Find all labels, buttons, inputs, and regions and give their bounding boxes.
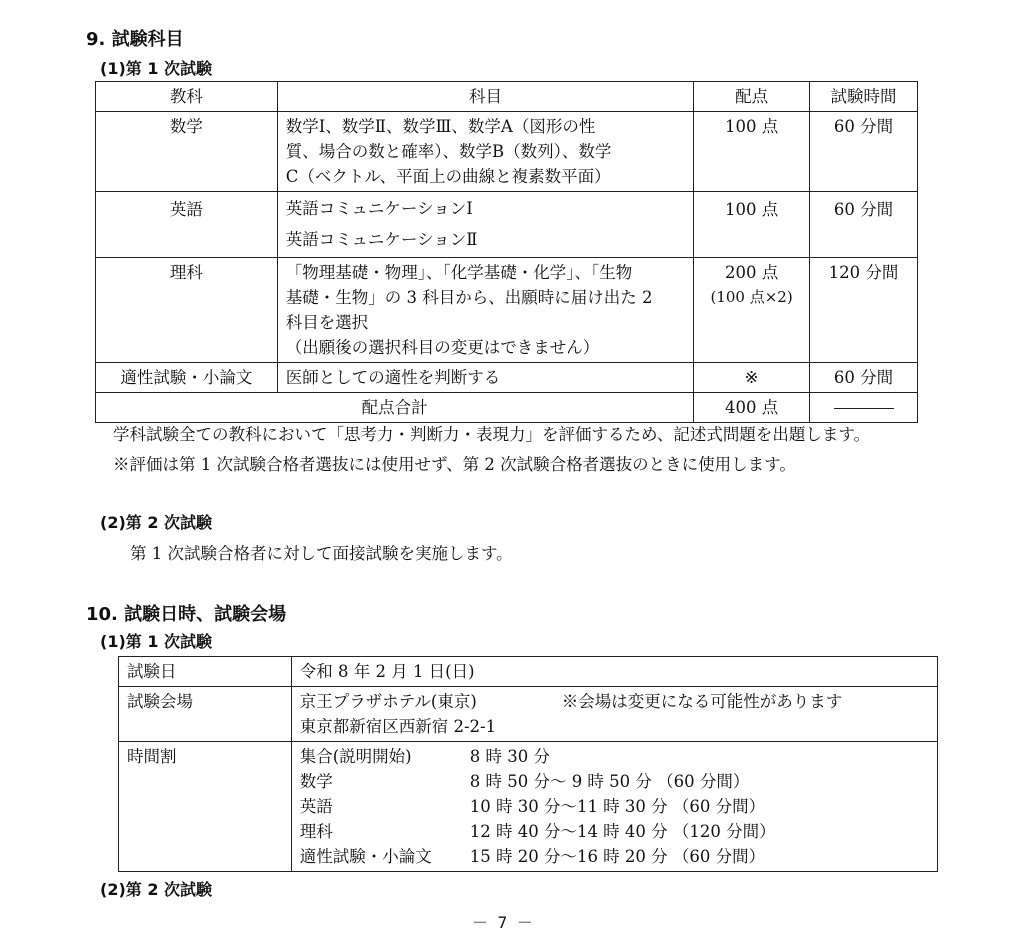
course-line: 「物理基礎・物理」、「化学基礎・化学」、「生物 — [285, 263, 633, 282]
course-line: 医師としての適性を判断する — [285, 368, 501, 387]
table-row — [119, 657, 938, 687]
courses-english — [277, 192, 693, 258]
section9-note2: ※評価は第 1 次試験合格者選抜には使用せず、第 2 次試験合格者選抜のときに使用します。 — [113, 455, 796, 474]
course-line: 基礎・生物」の 3 科目から、出願時に届け出た 2 — [285, 288, 653, 307]
subject-math: 数学 — [96, 112, 278, 192]
header-subject: 教科 — [96, 82, 278, 112]
section10-sub1: (1)第 1 次試験 — [100, 632, 213, 651]
section9-sub2: (2)第 2 次試験 — [100, 513, 213, 532]
subject-science: 理科 — [96, 258, 278, 363]
points-math: 100 点 — [694, 112, 810, 192]
timetable-row — [300, 844, 929, 869]
table-row — [96, 363, 918, 393]
timetable-row — [300, 769, 929, 794]
time-math: 60 分間 — [810, 112, 918, 192]
courses-aptitude — [277, 363, 693, 393]
courses-science — [277, 258, 693, 363]
total-row — [96, 393, 918, 423]
timetable-row — [300, 794, 929, 819]
points-science — [694, 258, 810, 363]
course-line: （出願後の選択科目の変更はできません） — [285, 338, 600, 357]
subject-english: 英語 — [96, 192, 278, 258]
timetable — [291, 742, 937, 872]
venue-value — [291, 687, 937, 742]
courses-math — [277, 112, 693, 192]
venue-label: 試験会場 — [119, 687, 292, 742]
subjects-header-row — [96, 82, 918, 112]
table-row — [119, 687, 938, 742]
course-line: 数学Ⅰ、数学Ⅱ、数学Ⅲ、数学A（図形の性 — [285, 117, 596, 136]
date-label: 試験日 — [119, 657, 292, 687]
course-line: 英語コミュニケーションⅡ — [285, 230, 478, 249]
timetable-row-label: 集合(説明開始) — [299, 747, 412, 766]
course-line: 科目を選択 — [285, 313, 369, 332]
section9-note1: 学科試験全ての教科において「思考力・判断力・表現力」を評価するため、記述式問題を出題します。 — [113, 425, 871, 444]
points-science-note: (100 点×2) — [710, 288, 793, 306]
points-science-value: 200 点 — [724, 263, 779, 282]
schedule-table — [118, 656, 938, 872]
time-science: 120 分間 — [810, 258, 918, 363]
venue-line — [300, 689, 929, 714]
section10-sub2: (2)第 2 次試験 — [100, 880, 213, 899]
timetable-row — [300, 744, 929, 769]
timetable-row-time: 12 時 40 分〜14 時 40 分 （120 分間） — [469, 822, 776, 841]
points-aptitude: ※ — [694, 363, 810, 393]
total-label: 配点合計 — [96, 393, 694, 423]
total-points: 400 点 — [694, 393, 810, 423]
venue-name: 京王プラザホテル(東京) — [299, 692, 477, 711]
header-courses: 科目 — [277, 82, 693, 112]
section10-title: 10. 試験日時、試験会場 — [86, 604, 287, 625]
timetable-row-label: 英語 — [299, 797, 333, 816]
section9-sub2-text: 第 1 次試験合格者に対して面接試験を実施します。 — [130, 544, 513, 563]
table-row — [96, 112, 918, 192]
timetable-row-label: 理科 — [299, 822, 333, 841]
header-points: 配点 — [694, 82, 810, 112]
timetable-row — [300, 819, 929, 844]
timetable-row-label: 数学 — [299, 772, 333, 791]
timetable-row-time: 8 時 30 分 — [469, 747, 550, 766]
time-aptitude: 60 分間 — [810, 363, 918, 393]
section9-title: 9. 試験科目 — [86, 29, 184, 50]
points-english: 100 点 — [694, 192, 810, 258]
table-row — [119, 742, 938, 872]
dash-line — [834, 408, 894, 409]
course-line: 英語コミュニケーションⅠ — [285, 199, 473, 218]
time-english: 60 分間 — [810, 192, 918, 258]
date-value: 令和 8 年 2 月 1 日(日) — [291, 657, 937, 687]
timetable-row-time: 8 時 50 分〜 9 時 50 分 （60 分間） — [469, 772, 750, 791]
venue-note: ※会場は変更になる可能性があります — [561, 692, 843, 711]
total-time — [810, 393, 918, 423]
timetable-row-label: 適性試験・小論文 — [299, 847, 432, 866]
table-row — [96, 258, 918, 363]
timetable-row-time: 15 時 20 分〜16 時 20 分 （60 分間） — [469, 847, 766, 866]
venue-address: 東京都新宿区西新宿 2-2-1 — [299, 717, 497, 736]
course-line: 質、場合の数と確率）、数学B（数列）、数学 — [285, 142, 612, 161]
subject-aptitude: 適性試験・小論文 — [96, 363, 278, 393]
course-line: C（ベクトル、平面上の曲線と複素数平面） — [285, 167, 611, 186]
subjects-table — [95, 81, 918, 423]
section9-sub1: (1)第 1 次試験 — [100, 59, 213, 78]
header-time: 試験時間 — [810, 82, 918, 112]
timetable-label: 時間割 — [119, 742, 292, 872]
page-number: － 7 － — [472, 913, 533, 932]
timetable-row-time: 10 時 30 分〜11 時 30 分 （60 分間） — [469, 797, 766, 816]
table-row — [96, 192, 918, 258]
